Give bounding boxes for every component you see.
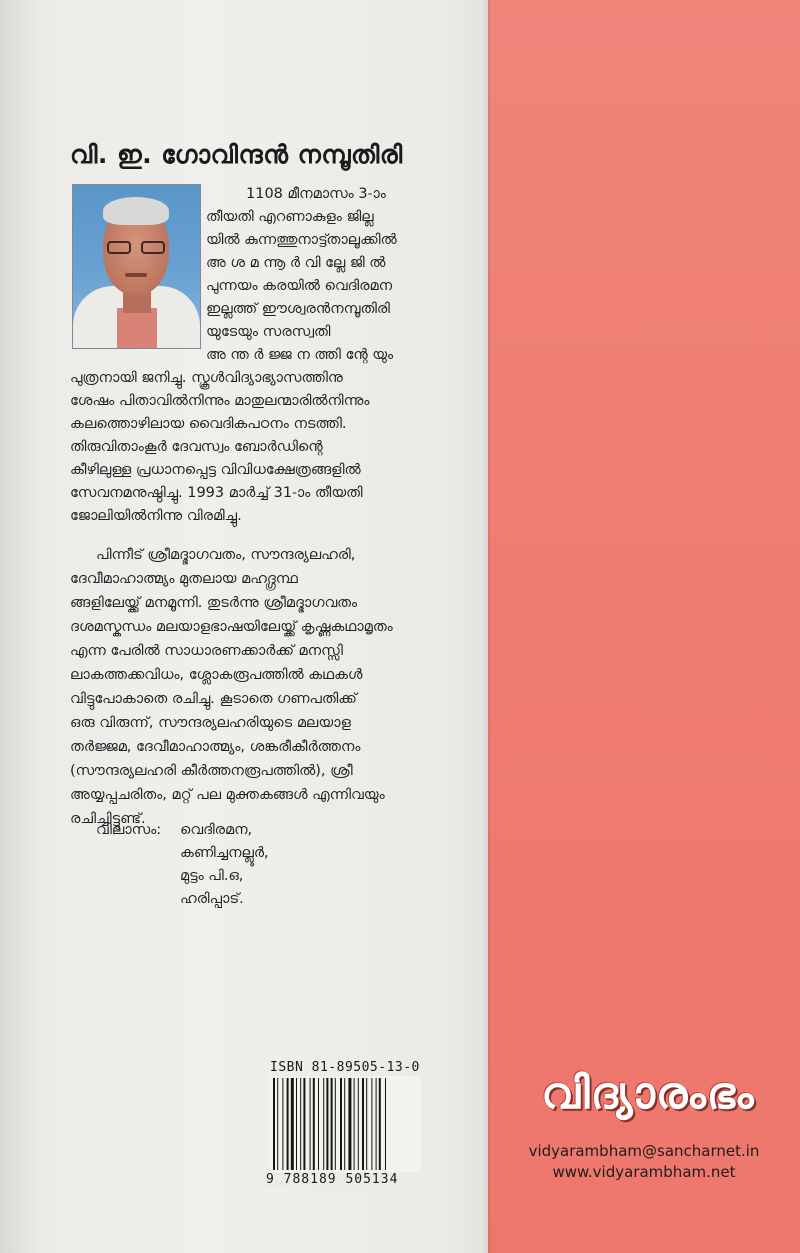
bio-para2-line: ദശമസ്കന്ധം മലയാളഭാഷയിലേയ്ക്ക് കൃഷ്ണകഥാമൃതം: [70, 619, 393, 635]
address-line: വെദിരമന,: [180, 822, 253, 838]
bio-line: ജോലിയിൽനിന്നു വിരമിച്ചു.: [70, 508, 242, 524]
photo-mouth: [125, 273, 147, 277]
right-panel: [488, 0, 800, 1253]
photo-lens-right: [141, 241, 165, 254]
bio-side-line: ഇല്ലത്ത് ഈശ്വരൻനമ്പൂതിരി: [206, 301, 390, 317]
bio-para2-line: (സൗന്ദര്യലഹരി കീർത്തനരൂപത്തിൽ), ശ്രീ: [70, 763, 353, 779]
bio-para2-line: തർജ്ജമ, ദേവീമാഹാത്മ്യം, ശങ്കരീകീർത്തനം: [70, 739, 361, 755]
isbn-text: ISBN 81-89505-13-0: [270, 1060, 420, 1075]
photo-hair: [103, 197, 169, 225]
bio-line: കലത്തൊഴിലായ വൈദികപഠനം നടത്തി.: [70, 416, 347, 432]
spine-shadow: [482, 0, 490, 1253]
bio-para2-line: വിട്ടുപോകാതെ രചിച്ചു. കൂടാതെ ഗണപതിക്ക്: [70, 691, 357, 707]
bio-para2-line: പിന്നീട് ശ്രീമദ്ഭാഗവതം, സൗന്ദര്യലഹരി,: [96, 547, 356, 563]
address-line: മുട്ടം പി.ഒ,: [180, 868, 244, 884]
photo-shirt: [117, 308, 157, 348]
publisher-email: vidyarambham@sancharnet.in: [528, 1142, 760, 1160]
bio-para2-line: എന്ന പേരിൽ സാധാരണക്കാർക്ക് മനസ്സി: [70, 643, 343, 659]
bio-para2-line: ലാകത്തക്കവിധം, ശ്ലോകരൂപത്തിൽ കഥകൾ: [70, 667, 363, 683]
bio-para2-line: അയ്യപ്പചരിതം, മറ്റ് പല മുക്തകങ്ങൾ എന്നിവയും: [70, 787, 385, 803]
bio-side-line: യിൽ കുന്നത്തുനാട്ട്താലൂക്കിൽ: [206, 232, 397, 248]
address-line: ഹരിപ്പാട്.: [180, 891, 244, 907]
bio-side-line: യുടേയും സരസ്വതി: [206, 324, 331, 340]
bio-side-line: 1108 മീനമാസം 3-ാം: [246, 186, 386, 202]
bio-side-line: തീയതി എറണാകുളം ജില്ല: [206, 209, 374, 225]
barcode-number: 9 788189 505134: [266, 1172, 436, 1187]
bio-side-line: അ ന്ത ർ ജ്ജ ന ത്തി ന്റേ യും: [206, 347, 394, 363]
bio-para2-line: ഒരു വിരുന്ന്, സൗന്ദര്യലഹരിയുടെ മലയാള: [70, 715, 351, 731]
publisher-logo: വിദ്യാരംഭം: [541, 1068, 755, 1119]
author-name: വി. ഇ. ഗോവിന്ദൻ നമ്പൂതിരി: [70, 140, 403, 169]
barcode-icon: [269, 1076, 421, 1186]
address-line: കണിച്ചനല്ലൂർ,: [180, 845, 269, 861]
bio-line: പുത്രനായി ജനിച്ചു. സ്കൂൾവിദ്യാഭ്യാസത്തിനു: [70, 370, 343, 386]
bio-side-line: പുന്നയം കരയിൽ വെദിരമന: [206, 278, 393, 294]
bio-side-line: അ ശ മ ന്നൂ ർ വി ല്ലേ ജി ൽ: [206, 255, 386, 271]
bio-line: തിരുവിതാംകൂർ ദേവസ്വം ബോർഡിന്റെ: [70, 439, 323, 455]
bio-para2-line: രചിച്ചിട്ടുണ്ട്.: [70, 811, 146, 827]
bio-line: ശേഷം പിതാവിൽനിന്നും മാതുലന്മാരിൽനിന്നും: [70, 393, 370, 409]
bio-line: കീഴിലുള്ള പ്രധാനപ്പെട്ട വിവിധക്ഷേത്രങ്ങളിൽ: [70, 462, 361, 478]
bio-line: സേവനമനുഷ്ഠിച്ചു. 1993 മാർച്ച് 31-ാം തീയതി: [70, 485, 363, 501]
bio-para2-line: ദേവീമാഹാത്മ്യം മുതലായ മഹദ്ഗ്രന്ഥ: [70, 571, 298, 587]
photo-lens-left: [107, 241, 131, 254]
address-label: വിലാസം:: [96, 822, 162, 838]
photo-glasses: [107, 241, 165, 255]
bio-para2-line: ങ്ങളിലേയ്ക്ക് മനമൂന്നി. തുടർന്നു ശ്രീമദ്ഭാഗവതം: [70, 595, 358, 611]
author-photo: [72, 184, 201, 349]
publisher-website: www.vidyarambham.net: [552, 1163, 736, 1181]
barcode: [269, 1076, 421, 1186]
